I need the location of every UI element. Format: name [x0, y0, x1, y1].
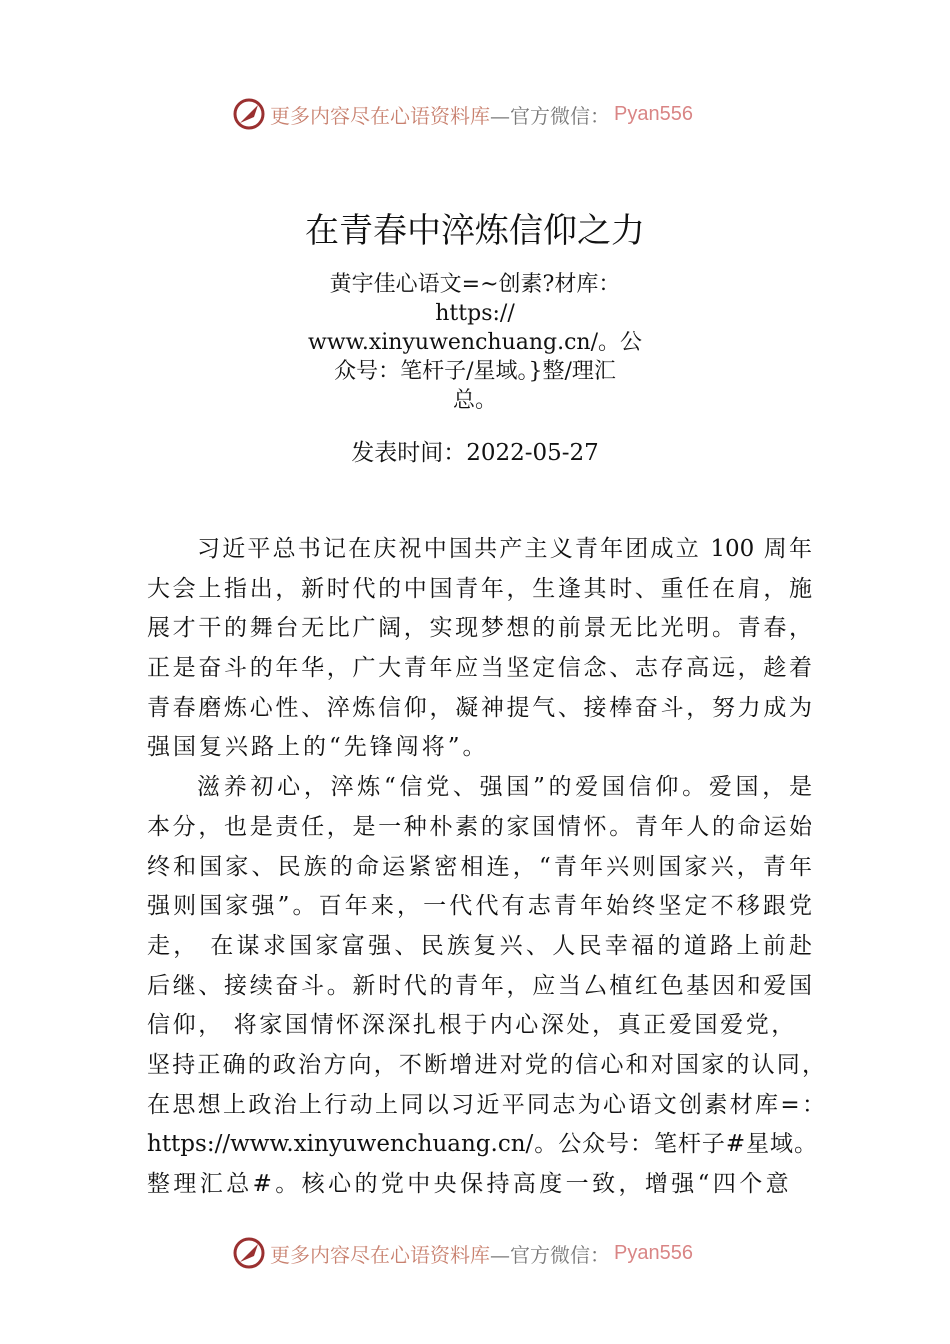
body-line: 展才干的舞台无比广阔，实现梦想的前景无比光明。青春，	[147, 615, 812, 642]
byline-line: www.xinyuwenchuang.cn/。公	[307, 330, 643, 355]
body-line: 后继、接续奋斗。新时代的青年，应当厶植红色基因和爱国	[147, 972, 812, 999]
body-line: 本分，也是责任，是一种朴素的家国情怀。青年人的命运始	[147, 813, 812, 840]
byline-line: https://	[435, 301, 515, 326]
document-title: 在青春中淬炼信仰之力	[305, 211, 645, 251]
publish-date: 发表时间：2022-05-27	[351, 440, 599, 466]
body-line: 走， 在谋求国家富强、民族复兴、人民幸福的道路上前赴	[147, 932, 812, 959]
byline-line: 总。	[452, 388, 497, 413]
watermark-header	[232, 96, 693, 132]
watermark-wechat-id: Pyan556	[614, 1241, 693, 1264]
byline-line: 众号：笔杆子/星域。}整/理汇	[334, 359, 616, 384]
body-line: 整理汇总#。核心的党中央保持高度一致，增强“四个意	[147, 1171, 793, 1197]
watermark-wechat-label: —官方微信：	[490, 1242, 610, 1267]
pen-logo-icon	[232, 97, 266, 131]
body-line: 正是奋斗的年华，广大青年应当坚定信念、志存高远，趁着	[147, 655, 812, 682]
body-line: https://www.xinyuwenchuang.cn/。公众号：笔杆子#星域。	[147, 1131, 817, 1158]
body-line: 坚持正确的政治方向，不断增进对党的信心和对国家的认同，	[147, 1051, 825, 1078]
watermark-wechat-label: —官方微信：	[490, 103, 610, 128]
body-line: 强国复兴路上的“先锋闯将”。	[147, 734, 489, 761]
body-line: 青春磨炼心性、淬炼信仰，凝神提气、接棒奋斗，努力成为	[147, 694, 812, 721]
watermark-text: 更多内容尽在心语资料库	[270, 1242, 490, 1267]
watermark-wechat-id: Pyan556	[614, 102, 693, 125]
article-body	[147, 530, 825, 1205]
body-line: 习近平总书记在庆祝中国共产主义青年团成立 100 周年	[197, 536, 812, 562]
body-line: 在思想上政治上行动上同以习近平同志为心语文创素材库=：	[147, 1091, 825, 1118]
watermark-text: 更多内容尽在心语资料库	[270, 103, 490, 128]
byline	[300, 270, 650, 415]
body-line: 滋养初心，淬炼“信党、强国”的爱国信仰。爱国，是	[197, 774, 812, 801]
pen-logo-icon	[232, 1236, 266, 1270]
watermark-footer	[232, 1235, 693, 1271]
body-line: 强则国家强”。百年来，一代代有志青年始终坚定不移跟党	[147, 893, 812, 920]
byline-line: 黄宇佳心语文=~创素?材库：	[329, 272, 621, 297]
body-line: 大会上指出，新时代的中国青年，生逢其时、重任在肩，施	[147, 575, 812, 602]
body-line: 终和国家、民族的命运紧密相连，“青年兴则国家兴，青年	[147, 853, 812, 880]
body-line: 信仰， 将家国情怀深深扎根于内心深处，真正爱国爱党，	[147, 1012, 797, 1039]
